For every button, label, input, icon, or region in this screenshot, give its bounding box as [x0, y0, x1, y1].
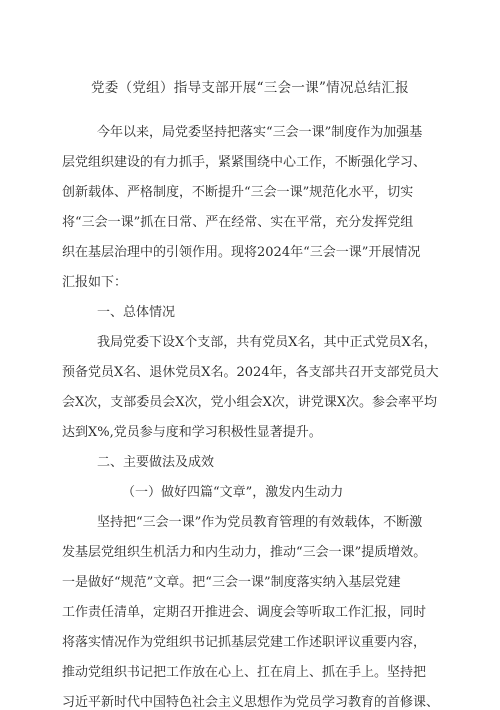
paragraph-line: 今年以来，局党委坚持把落实“三会一课”制度作为加强基: [97, 125, 423, 140]
paragraph-line: 达到X%,党员参与度和学习积极性显著提升。: [62, 425, 322, 440]
section-heading-overview: 一、总体情况: [97, 305, 176, 320]
paragraph-line: 我局党委下设X个支部，共有党员X名，其中正式党员X名，: [97, 335, 437, 350]
paragraph-line: 汇报如下：: [62, 275, 128, 290]
paragraph-line: 创新载体、严格制度，不断提升“三会一课”规范化水平，切实: [62, 185, 414, 200]
subsection-heading: （一）做好四篇“文章”，激发内生动力: [122, 485, 344, 500]
paragraph-line: 层党组织建设的有力抓手，紧紧围绕中心工作，不断强化学习、: [62, 155, 427, 170]
paragraph-line: 将落实情况作为党组织书记抓基层党建工作述职评议重要内容，: [62, 635, 427, 650]
paragraph-line: 工作责任清单，定期召开推进会、调度会等听取工作汇报，同时: [62, 605, 427, 620]
paragraph-line: 预备党员X名、退休党员X名。2024年，各支部共召开支部党员大: [62, 365, 439, 380]
paragraph-line: 织在基层治理中的引领作用。现将2024年“三会一课”开展情况: [62, 245, 421, 260]
document-title: 党委（党组）指导支部开展“三会一课”情况总结汇报: [90, 80, 409, 96]
paragraph-line: 将“三会一课”抓在日常、严在经常、实在平常，充分发挥党组: [62, 215, 414, 230]
paragraph-line: 推动党组织书记把工作放在心上、扛在肩上、抓在手上。坚持把: [62, 665, 427, 680]
section-heading-methods: 二、主要做法及成效: [97, 455, 215, 470]
paragraph-line: 发基层党组织生机活力和内生动力，推动“三会一课”提质增效。: [62, 545, 427, 560]
paragraph-line: 习近平新时代中国特色社会主义思想作为党员学习教育的首修课、: [62, 695, 440, 710]
paragraph-line: 会X次，支部委员会X次，党小组会X次，讲党课X次。参会率平均: [62, 395, 438, 410]
paragraph-line: 一是做好“规范”文章。把“三会一课”制度落实纳入基层党建: [62, 575, 401, 590]
paragraph-line: 坚持把“三会一课”作为党员教育管理的有效载体，不断激: [97, 515, 423, 530]
